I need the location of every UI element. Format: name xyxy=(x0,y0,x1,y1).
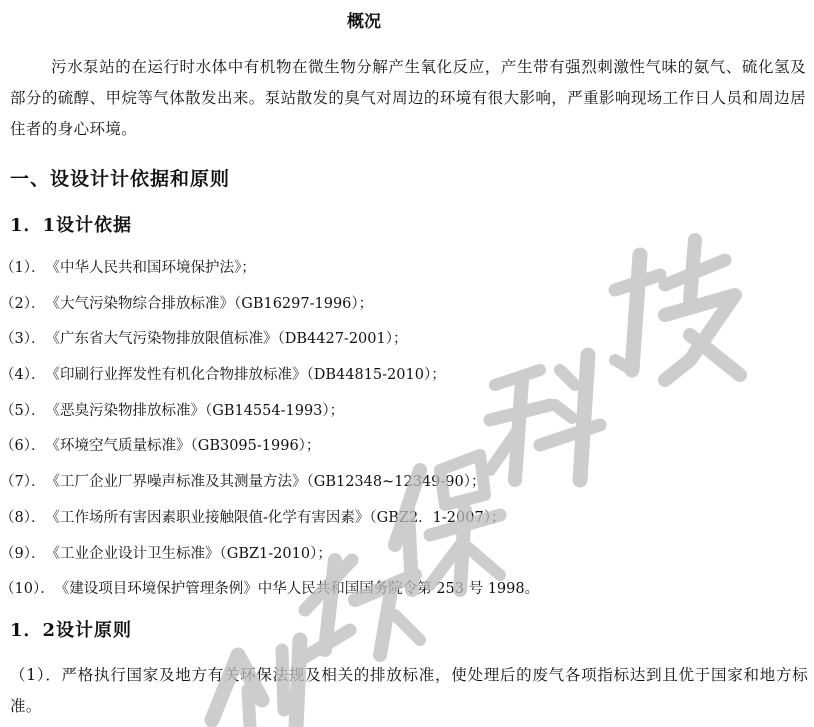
reference-text: 《工业企业设计卫生标准》（GBZ1-2010）； xyxy=(45,545,332,562)
reference-text: 《中华人民共和国环境保护法》； xyxy=(45,260,256,276)
reference-item xyxy=(0,399,539,435)
reference-item xyxy=(0,327,539,363)
reference-text: 《印刷行业挥发性有机化合物排放标准》（DB44815-2010）； xyxy=(45,367,446,384)
reference-text: 《广东省大气污染物排放限值标准》（DB4427-2001）； xyxy=(45,331,408,348)
reference-text: 《大气污染物综合排放标准》（GB16297-1996）； xyxy=(45,295,374,312)
subsection-heading-design-principles: 1．2设计原则 xyxy=(10,620,133,641)
reference-item xyxy=(0,292,539,328)
document-title: 概况 xyxy=(347,12,381,32)
reference-text: 《恶臭污染物排放标准》（GB14554-1993）； xyxy=(45,402,345,419)
reference-item xyxy=(0,434,539,470)
reference-number: （1）． xyxy=(0,260,46,276)
watermark-char-5 xyxy=(615,240,740,380)
intro-paragraph: 污水泵站的在运行时水体中有机物在微生物分解产生氧化反应，产生带有强烈刺激性气味的氨气、硫化氢及部分的硫醇、甲烷等气体散发出来。泵站散发的臭气对周边的环境有很大影响，严重影响现场工作日人员和周边居住者的身心环境。 xyxy=(10,58,806,138)
reference-number: （3）． xyxy=(0,331,46,348)
reference-item xyxy=(0,542,539,578)
section-heading-basis-principles: 一、设设计计依据和原则 xyxy=(10,168,231,190)
reference-text: 《工作场所有害因素职业接触限值-化学有害因素》（GBZ2．1-2007）； xyxy=(45,509,506,526)
reference-number: （5）． xyxy=(0,402,46,419)
reference-number: （10）． xyxy=(0,581,55,598)
subsection-heading-design-basis: 1．1设计依据 xyxy=(10,215,133,236)
reference-item xyxy=(0,363,539,399)
reference-list xyxy=(0,256,539,613)
principle-item: （1）．严格执行国家及地方有关环保法规及相关的排放标准，使处理后的废气各项指标达到且优于国家和地方标准。 xyxy=(10,666,808,715)
reference-number: （9）． xyxy=(0,545,46,562)
reference-text: 《建设项目环境保护管理条例》中华人民共和国国务院令第 253 号 1998。 xyxy=(54,581,540,598)
reference-number: （4）． xyxy=(0,367,46,384)
reference-number: （6）． xyxy=(0,438,46,455)
reference-item xyxy=(0,470,539,506)
reference-number: （8）． xyxy=(0,509,46,526)
reference-number: （7）． xyxy=(0,474,46,491)
reference-text: 《工厂企业厂界噪声标准及其测量方法》（GB12348~12349-90）； xyxy=(45,474,486,491)
reference-item xyxy=(0,506,539,542)
reference-number: （2）． xyxy=(0,295,46,312)
reference-item xyxy=(0,577,539,613)
reference-item xyxy=(0,256,539,292)
reference-text: 《环境空气质量标准》（GB3095-1996）； xyxy=(45,438,321,455)
